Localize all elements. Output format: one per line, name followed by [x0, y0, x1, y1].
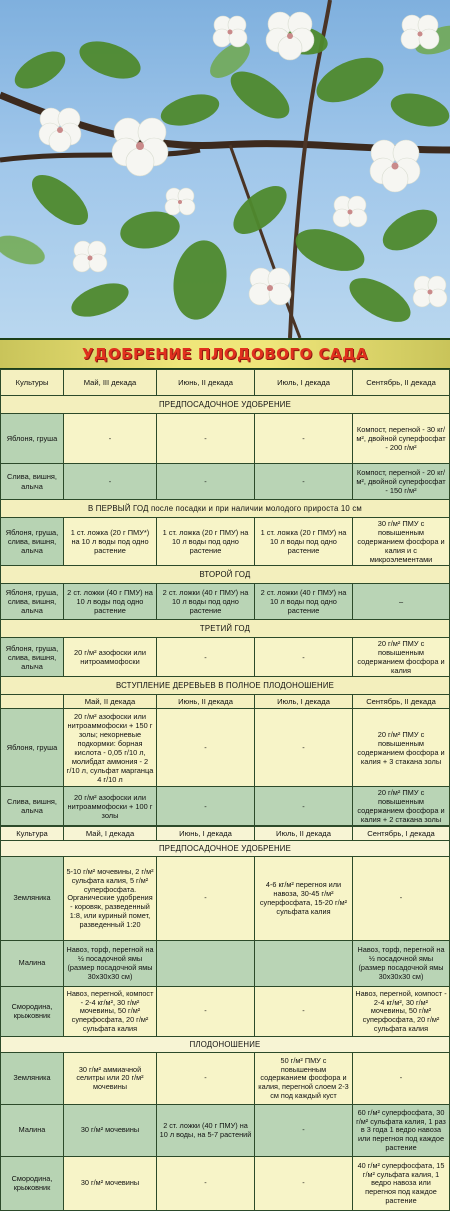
header-row-cell: Июль, I декада: [255, 370, 353, 396]
section-title: ВСТУПЛЕНИЕ ДЕРЕВЬЕВ В ПОЛНОЕ ПЛОДОНОШЕНИЕ: [1, 677, 450, 695]
table-row-cell: -: [255, 638, 353, 677]
table-row-cell: 20 г/м² ПМУ с повышенным содержанием фосфора и калия + 2 стакана золы: [353, 787, 450, 826]
header-row-cell: Май, III декада: [64, 370, 157, 396]
header-row-cell: Май, I декада: [64, 827, 157, 841]
blossom-photo: [0, 0, 450, 338]
section-title-row: [1, 566, 450, 584]
table-row: [1, 709, 450, 787]
table-row: [1, 518, 450, 566]
header-row-cell: Июль, II декада: [255, 827, 353, 841]
table-row: [1, 941, 450, 987]
section-title-row: [1, 1037, 450, 1053]
header-row: [1, 370, 450, 396]
table-row-cell: -: [255, 787, 353, 826]
table-row-cell: -: [157, 787, 255, 826]
table-row-cell: 20 г/м² азофоски или нитроаммофоски: [64, 638, 157, 677]
table-row-cell: -: [157, 1053, 255, 1105]
table-row-cell: Яблоня, груша, слива, вишня, алыча: [1, 584, 64, 620]
table-row-cell: Малина: [1, 941, 64, 987]
page-title-banner: [0, 338, 450, 369]
section-title: ТРЕТИЙ ГОД: [1, 620, 450, 638]
table-row: [1, 1053, 450, 1105]
header-row: [1, 827, 450, 841]
table-row-cell: -: [353, 1053, 450, 1105]
table-row-cell: 30 г/м² мочевины: [64, 1157, 157, 1211]
table-row-cell: Компост, перегной - 20 кг/м², двойной суперфосфат - 150 г/м²: [353, 464, 450, 500]
table-row-cell: -: [255, 414, 353, 464]
table-row-cell: 5-10 г/м² мочевины, 2 г/м² сульфата калия, 5 г/м² суперфосфата. Органические удобрения - коровяк, разведенный 1:8, или куриный помет, разведенный 1:20: [64, 857, 157, 941]
header-row-cell: Июнь, II декада: [157, 370, 255, 396]
section-title: ПРЕДПОСАДОЧНОЕ УДОБРЕНИЕ: [1, 841, 450, 857]
table-row-cell: Смородина, крыжовник: [1, 1157, 64, 1211]
table-row: [1, 987, 450, 1037]
table-row-cell: [157, 941, 255, 987]
table-row-cell: 2 ст. ложки (40 г ПМУ) на 10 л воды под одно растение: [157, 584, 255, 620]
table-row-cell: 1 ст. ложка (20 г ПМУ) на 10 л воды под одно растение: [255, 518, 353, 566]
table-row-cell: 30 г/м² ПМУ с повышенным содержанием фосфора и калия и с микроэлементами: [353, 518, 450, 566]
table-row-cell: –: [353, 584, 450, 620]
table-row-cell: Смородина, крыжовник: [1, 987, 64, 1037]
table-row-cell: 2 ст. ложки (40 г ПМУ) на 10 л воды, на 5-7 растений: [157, 1105, 255, 1157]
table-row-cell: Яблоня, груша: [1, 709, 64, 787]
table-row-cell: Слива, вишня, алыча: [1, 787, 64, 826]
table-row-cell: [255, 941, 353, 987]
pear-blossom-image: [0, 0, 450, 338]
table-row-cell: Яблоня, груша, слива, вишня, алыча: [1, 638, 64, 677]
section-title-row: [1, 841, 450, 857]
header-row-cell: Культура: [1, 827, 64, 841]
table-row-cell: -: [64, 464, 157, 500]
table-row-cell: 20 г/м² ПМУ с повышенным содержанием фосфора и калия + 3 стакана золы: [353, 709, 450, 787]
table-row: [1, 857, 450, 941]
table-row-cell: 50 г/м² ПМУ с повышенным содержанием фосфора и калия, перегной слоем 2-3 см под каждый куст: [255, 1053, 353, 1105]
table-row: [1, 414, 450, 464]
table-row-cell: Слива, вишня, алыча: [1, 464, 64, 500]
section-title-row: [1, 620, 450, 638]
header-row-cell: Сентябрь, II декада: [353, 370, 450, 396]
table-row-cell: 30 г/м² аммиачной селитры или 20 г/м² мочевины: [64, 1053, 157, 1105]
table-row-cell: Яблоня, груша: [1, 414, 64, 464]
table-row-cell: -: [255, 464, 353, 500]
table-row-cell: 60 г/м² суперфосфата, 30 г/м² сульфата калия, 1 раз в 3 года 1 ведро навоза или перегноя под каждое растение: [353, 1105, 450, 1157]
table-row-cell: 20 г/м² азофоски или нитроаммофоски + 150 г золы; некорневые подкормки: борная кислота - 0,05 г/10 л, молибдат аммония - 2 г/10 л, сульфат марганца 4 г/10 л: [64, 709, 157, 787]
table-row-cell: Навоз, перегной, компост - 2-4 кг/м², 30 г/м² мочевины, 50 г/м² суперфосфата, 20 г/м² сульфата калия: [353, 987, 450, 1037]
table-row-cell: -: [64, 414, 157, 464]
table-row: [1, 1157, 450, 1211]
table-row-cell: 4-6 кг/м² перегноя или навоза, 30-45 г/м² суперфосфата, 15-20 г/м² сульфата калия: [255, 857, 353, 941]
orchard-fertilizer-table: [0, 369, 450, 826]
page-title: УДОБРЕНИЕ ПЛОДОВОГО САДА: [81, 345, 369, 363]
subheader-row-cell: Сентябрь, II декада: [353, 695, 450, 709]
table-row-cell: Земляника: [1, 857, 64, 941]
table-row-cell: -: [255, 1105, 353, 1157]
table-row: [1, 638, 450, 677]
section-title: ВТОРОЙ ГОД: [1, 566, 450, 584]
table-row: [1, 464, 450, 500]
table-row-cell: Малина: [1, 1105, 64, 1157]
berry-fertilizer-table: [0, 826, 450, 1211]
header-row-cell: Сентябрь, I декада: [353, 827, 450, 841]
table-row: [1, 1105, 450, 1157]
table-row-cell: 40 г/м² суперфосфата, 15 г/м² сульфата калия, 1 ведро навоза или перегноя под каждое растение: [353, 1157, 450, 1211]
table-row-cell: -: [353, 857, 450, 941]
table-row-cell: -: [157, 987, 255, 1037]
table-row-cell: -: [157, 857, 255, 941]
section-title: ПЛОДОНОШЕНИЕ: [1, 1037, 450, 1053]
header-row-cell: Культуры: [1, 370, 64, 396]
section-title-row: [1, 677, 450, 695]
table-row-cell: -: [255, 1157, 353, 1211]
section-title-row: [1, 396, 450, 414]
table-row-cell: -: [157, 638, 255, 677]
table-row-cell: Навоз, торф, перегной на ½ посадочной ямы (размер посадочной ямы 30x30x30 см): [64, 941, 157, 987]
table-row-cell: Компост, перегной - 30 кг/м², двойной суперфосфат - 200 г/м²: [353, 414, 450, 464]
table-row: [1, 584, 450, 620]
subheader-row-cell: Июнь, II декада: [157, 695, 255, 709]
table-row-cell: -: [255, 987, 353, 1037]
subheader-row-cell: Май, II декада: [64, 695, 157, 709]
section-title: В ПЕРВЫЙ ГОД после посадки и при наличии молодого прироста 10 см: [1, 500, 450, 518]
table-row-cell: -: [157, 1157, 255, 1211]
subheader-row-cell: [1, 695, 64, 709]
table-row-cell: 20 г/м² ПМУ с повышенным содержанием фосфора и калия: [353, 638, 450, 677]
subheader-row: [1, 695, 450, 709]
section-title-row: [1, 500, 450, 518]
table-row-cell: -: [255, 709, 353, 787]
table-row-cell: 20 г/м² азофоски или нитроаммофоски + 100 г золы: [64, 787, 157, 826]
section-title: ПРЕДПОСАДОЧНОЕ УДОБРЕНИЕ: [1, 396, 450, 414]
table-row-cell: -: [157, 414, 255, 464]
table-row-cell: Земляника: [1, 1053, 64, 1105]
table-row-cell: Навоз, перегной, компост - 2-4 кг/м², 30 г/м² мочевины, 50 г/м² суперфосфата, 20 г/м² сульфата калия: [64, 987, 157, 1037]
table-row-cell: 1 ст. ложка (20 г ПМУ) на 10 л воды под одно растение: [157, 518, 255, 566]
table-row-cell: -: [157, 464, 255, 500]
table-row-cell: 1 ст. ложка (20 г ПМУ*) на 10 л воды под одно растение: [64, 518, 157, 566]
table-row-cell: Навоз, торф, перегной на ½ посадочной ямы (размер посадочной ямы 30x30x30 см): [353, 941, 450, 987]
table-row-cell: Яблоня, груша, слива, вишня, алыча: [1, 518, 64, 566]
table-row-cell: 2 ст. ложки (40 г ПМУ) на 10 л воды под одно растение: [255, 584, 353, 620]
table-row-cell: 2 ст. ложки (40 г ПМУ) на 10 л воды под одно растение: [64, 584, 157, 620]
header-row-cell: Июнь, I декада: [157, 827, 255, 841]
subheader-row-cell: Июль, I декада: [255, 695, 353, 709]
table-row-cell: 30 г/м² мочевины: [64, 1105, 157, 1157]
table-row: [1, 787, 450, 826]
table-row-cell: -: [157, 709, 255, 787]
